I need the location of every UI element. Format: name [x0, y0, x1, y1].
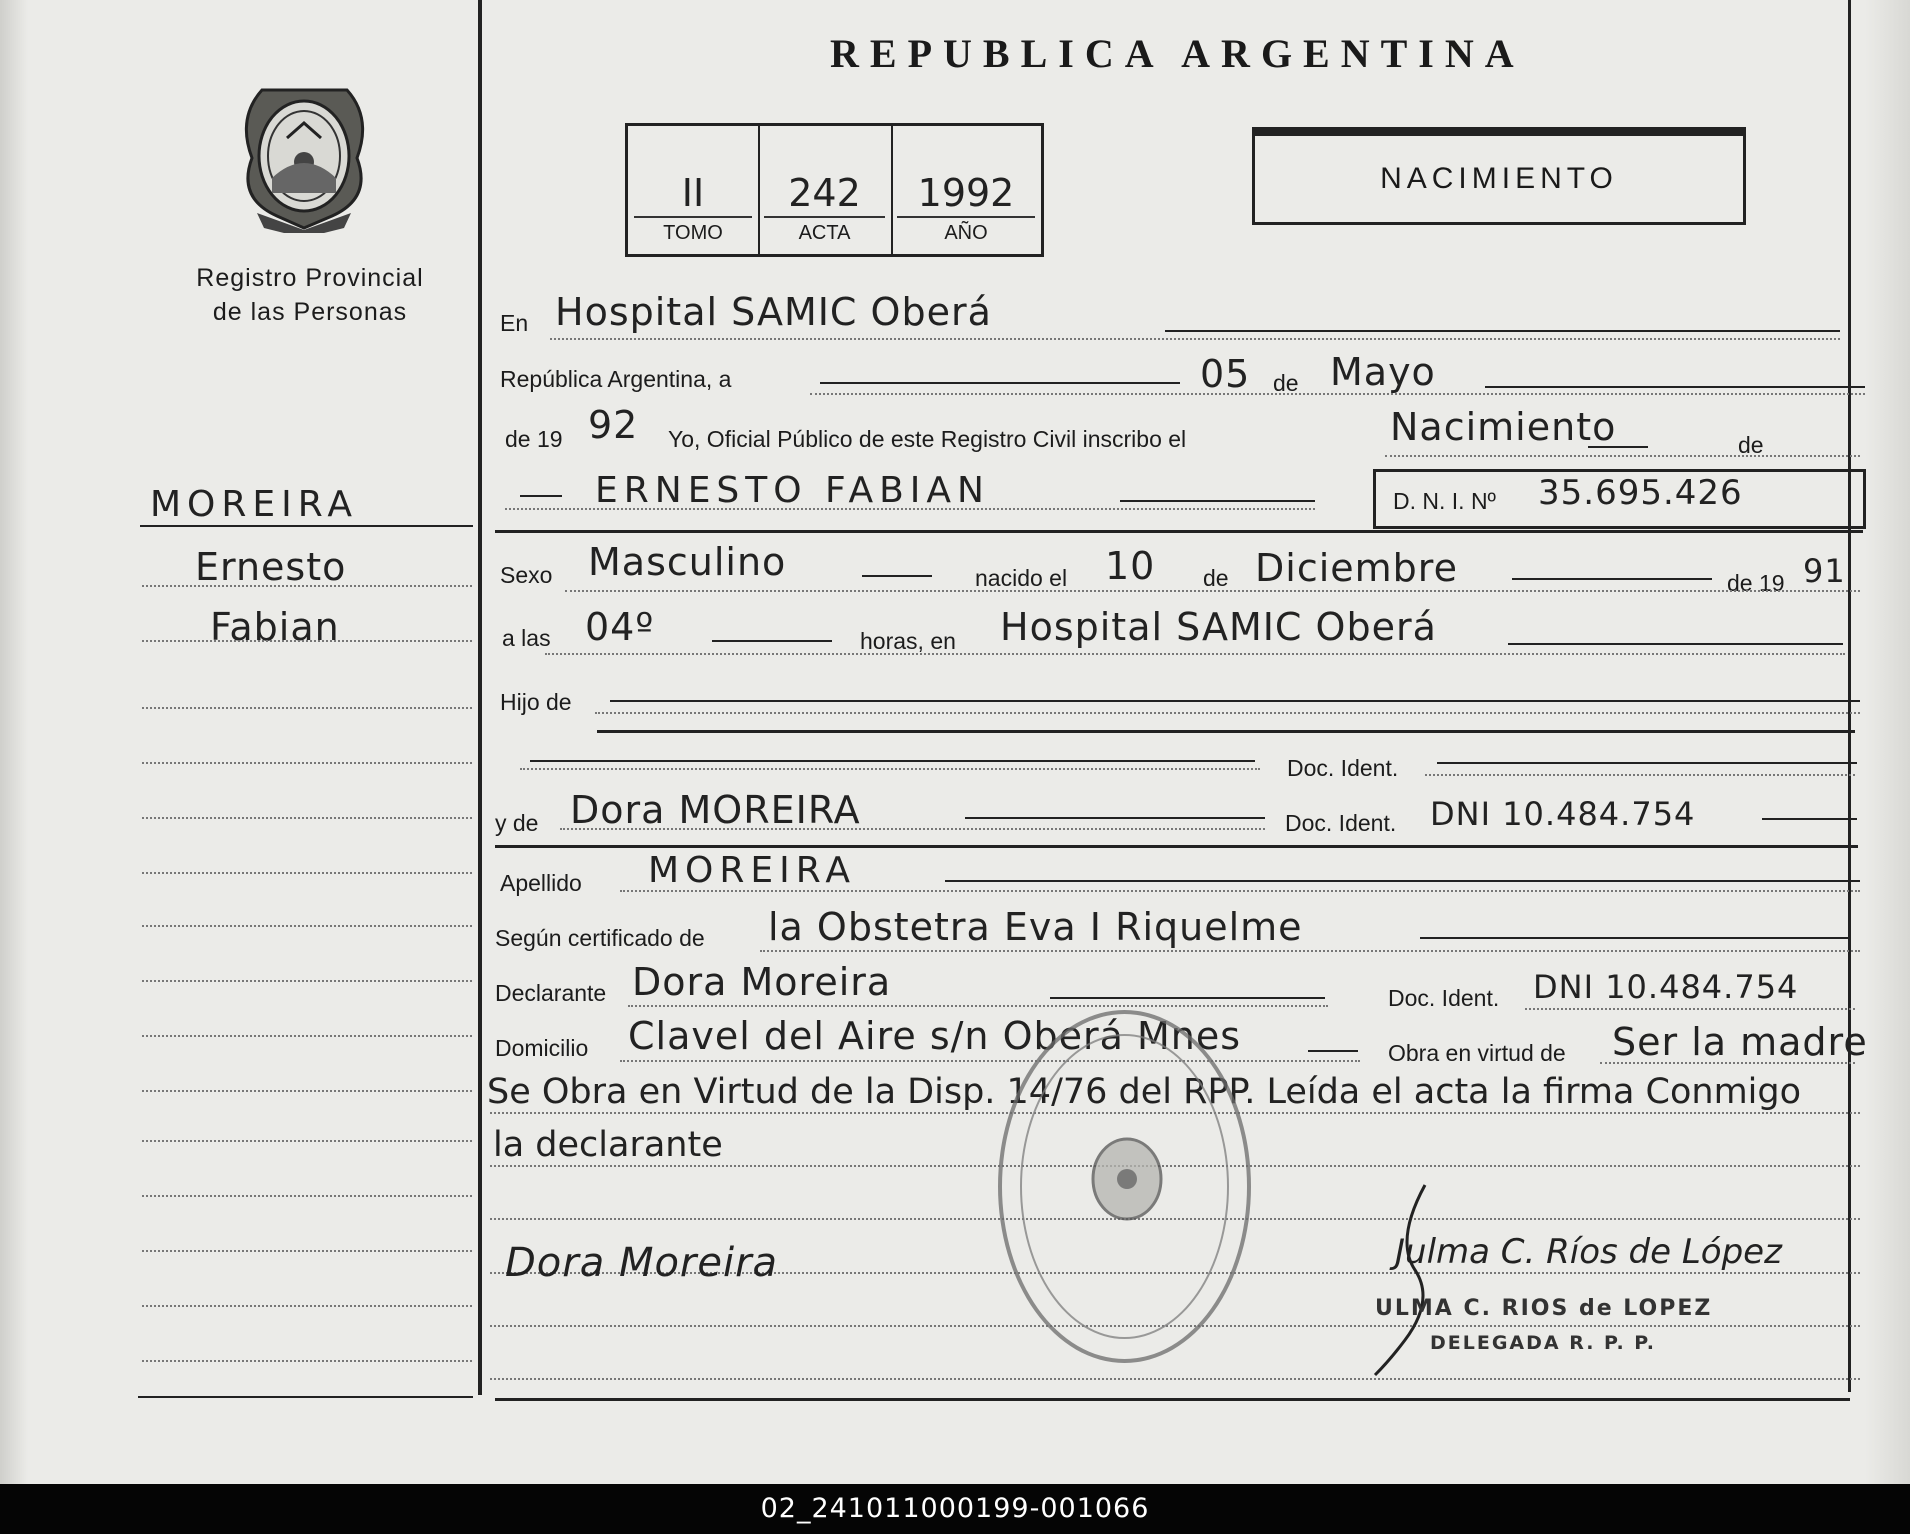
- en-value: Hospital SAMIC Oberá: [555, 290, 992, 334]
- hour-value: 04º: [585, 605, 655, 649]
- day-value: 05: [1200, 352, 1251, 396]
- de-label-3: de: [1203, 565, 1229, 591]
- birth-year-prefix: de 19: [1727, 570, 1785, 596]
- mother-value: Dora MOREIRA: [570, 788, 861, 832]
- a-las-label: a las: [502, 625, 551, 651]
- birth-day-value: 10: [1105, 544, 1156, 588]
- declarant-signature: Dora Moreira: [505, 1240, 779, 1286]
- acta-cell: [758, 126, 893, 254]
- obra-value: Ser la madre: [1612, 1020, 1868, 1064]
- country-title: REPUBLICA ARGENTINA: [830, 31, 1525, 76]
- inscribe-value: Nacimiento: [1390, 405, 1617, 449]
- margin-ruled-line: [142, 1250, 472, 1252]
- en-label: En: [500, 310, 529, 336]
- margin-divider: [478, 0, 482, 1395]
- declarante-label: Declarante: [495, 980, 607, 1006]
- act-type-box: [1252, 127, 1746, 225]
- acta-value: 242: [788, 171, 861, 215]
- margin-ruled-line: [142, 585, 472, 587]
- page-shadow-right: [1865, 0, 1910, 1484]
- seal-emblem-icon: [1087, 1134, 1167, 1224]
- official-signature: Julma C. Ríos de López: [1395, 1232, 1782, 1272]
- margin-ruled-line: [142, 872, 472, 874]
- de-label-2: de: [1738, 432, 1764, 458]
- note-line-1: Se Obra en Virtud de la Disp. 14/76 del RPP. Leída el acta la firma Conmigo: [487, 1072, 1802, 1112]
- margin-ruled-line: [142, 817, 472, 819]
- margin-ruled-line: [142, 762, 472, 764]
- misiones-coat-of-arms-icon: [232, 78, 377, 233]
- dni-label: D. N. I. Nº: [1393, 488, 1496, 514]
- note-line-2: la declarante: [493, 1125, 723, 1165]
- birth-year-suffix: 91: [1803, 552, 1846, 590]
- doc-ident-label-3: Doc. Ident.: [1388, 985, 1500, 1011]
- file-id-caption: 02_241011000199-001066: [0, 1484, 1910, 1534]
- segun-value: la Obstetra Eva I Riquelme: [768, 905, 1303, 949]
- y-de-label: y de: [495, 810, 539, 836]
- year-prefix: de 19: [505, 426, 563, 452]
- apellido-value: MOREIRA: [648, 850, 856, 891]
- horas-label: horas, en: [860, 628, 956, 654]
- declarante-doc-value: DNI 10.484.754: [1533, 968, 1799, 1006]
- official-seal-stamp: [998, 1010, 1251, 1363]
- page-shadow-left: [0, 0, 28, 1484]
- margin-given-name-2: Fabian: [210, 605, 340, 649]
- birth-month-value: Diciembre: [1255, 546, 1458, 590]
- doc-ident-label-2: Doc. Ident.: [1285, 810, 1397, 836]
- margin-ruled-line: [142, 1305, 472, 1307]
- margin-ruled-line: [142, 1090, 472, 1092]
- domicilio-label: Domicilio: [495, 1035, 589, 1061]
- tomo-value: II: [681, 171, 705, 215]
- right-border: [1848, 0, 1851, 1392]
- year-suffix: 92: [588, 403, 639, 447]
- nacido-label: nacido el: [975, 565, 1068, 591]
- margin-ruled-line: [142, 1035, 472, 1037]
- segun-label: Según certificado de: [495, 925, 705, 951]
- tomo-cell: [628, 126, 760, 254]
- domicilio-value: Clavel del Aire s/n Oberá Mnes: [628, 1014, 1242, 1058]
- de-label-day: de: [1273, 370, 1299, 396]
- apellido-label: Apellido: [500, 870, 582, 896]
- margin-ruled-line: [142, 1140, 472, 1142]
- official-stamp-role: DELEGADA R. P. P.: [1430, 1332, 1656, 1354]
- republica-label: República Argentina, a: [500, 366, 732, 392]
- mother-doc-value: DNI 10.484.754: [1430, 795, 1696, 833]
- declarante-value: Dora Moreira: [632, 960, 892, 1004]
- registry-name-line2: de las Personas: [212, 298, 408, 326]
- anio-label: AÑO: [944, 222, 988, 244]
- margin-given-name-1: Ernesto: [195, 545, 347, 589]
- official-stamp-name: ULMA C. RIOS de LOPEZ: [1375, 1296, 1713, 1321]
- acta-label: ACTA: [798, 222, 851, 244]
- record-number-box: [625, 123, 1044, 257]
- birth-place-value: Hospital SAMIC Oberá: [1000, 605, 1437, 649]
- anio-cell: [891, 126, 1041, 254]
- margin-ruled-line: [142, 980, 472, 982]
- margin-ruled-line: [142, 640, 472, 642]
- margin-bottom-rule: [138, 1396, 473, 1398]
- month-value: Mayo: [1330, 350, 1436, 394]
- margin-ruled-line: [142, 1195, 472, 1197]
- tomo-label: TOMO: [663, 222, 723, 244]
- margin-ruled-line: [142, 707, 472, 709]
- hijo-label: Hijo de: [500, 689, 572, 715]
- sexo-label: Sexo: [500, 562, 553, 588]
- anio-value: 1992: [917, 171, 1015, 215]
- margin-ruled-line: [142, 1360, 472, 1362]
- oficial-text: Yo, Oficial Público de este Registro Civil inscribo el: [668, 426, 1187, 452]
- full-name-value: ERNESTO FABIAN: [595, 470, 990, 511]
- margin-surname: MOREIRA: [150, 484, 358, 525]
- sexo-value: Masculino: [588, 540, 787, 584]
- obra-label: Obra en virtud de: [1388, 1040, 1566, 1066]
- act-type-label: NACIMIENTO: [1380, 162, 1618, 195]
- dni-value: 35.695.426: [1538, 473, 1743, 513]
- doc-ident-label-1: Doc. Ident.: [1287, 755, 1399, 781]
- margin-ruled-line: [142, 925, 472, 927]
- registry-name-line1: Registro Provincial: [196, 264, 424, 292]
